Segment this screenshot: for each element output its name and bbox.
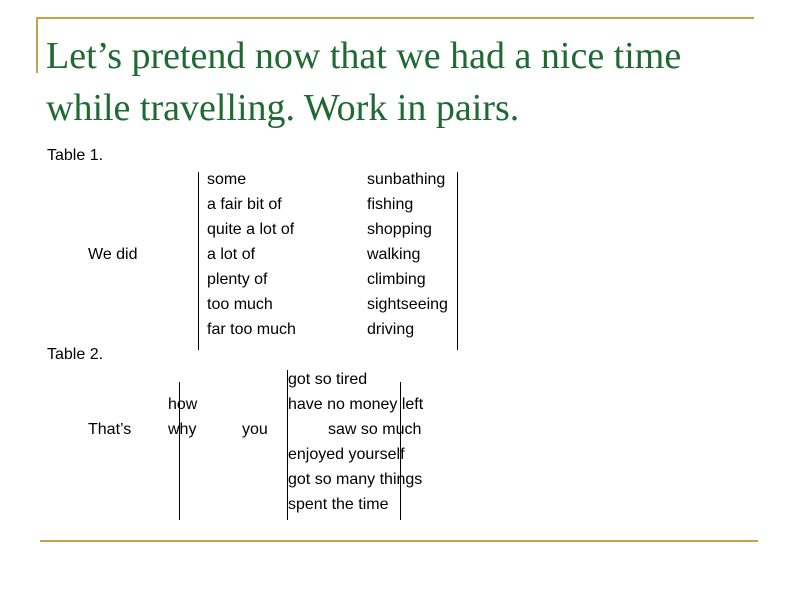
slide-title-line-1: Let’s pretend now that we had a nice time xyxy=(46,35,682,77)
table-2-subject: That’s xyxy=(88,421,132,438)
table-2-word: how xyxy=(168,396,198,413)
table-1-caption: Table 1. xyxy=(47,147,104,164)
left-rule xyxy=(36,17,38,73)
table-1-quantifier: quite a lot of xyxy=(207,221,295,238)
table-1-activity: climbing xyxy=(367,271,426,288)
table-2-ending: got so tired xyxy=(288,371,368,388)
table-1-activity: sunbathing xyxy=(367,171,446,188)
table-2-ending: have no money left xyxy=(288,396,424,413)
table-1-activity: sightseeing xyxy=(367,296,448,313)
table-2-ending: enjoyed yourself xyxy=(288,446,405,463)
table-2-ending: spent the time xyxy=(288,496,389,513)
top-rule xyxy=(36,17,754,19)
table-1-quantifier: far too much xyxy=(207,321,296,338)
table-1-subject: We did xyxy=(88,246,138,263)
table-1-quantifier: too much xyxy=(207,296,273,313)
table-1-divider-left xyxy=(198,172,199,350)
table-1-quantifier: a lot of xyxy=(207,246,256,263)
table-2-caption: Table 2. xyxy=(47,346,104,363)
table-1-activity: driving xyxy=(367,321,415,338)
table-1-quantifier: some xyxy=(207,171,247,188)
bottom-rule xyxy=(40,540,758,542)
table-1-divider-right xyxy=(457,172,458,350)
table-1-activity: fishing xyxy=(367,196,414,213)
slide-title-line-2: while travelling. Work in pairs. xyxy=(46,87,520,129)
table-1-quantifier: plenty of xyxy=(207,271,268,288)
slide-title xyxy=(46,30,766,134)
table-1-activity: shopping xyxy=(367,221,432,238)
table-1-quantifier: a fair bit of xyxy=(207,196,282,213)
table-2-pronoun: you xyxy=(242,421,268,438)
table-2-ending: got so many things xyxy=(288,471,423,488)
table-1-activity: walking xyxy=(367,246,421,263)
table-2-ending: saw so much xyxy=(328,421,422,438)
table-2-word: why xyxy=(168,421,197,438)
